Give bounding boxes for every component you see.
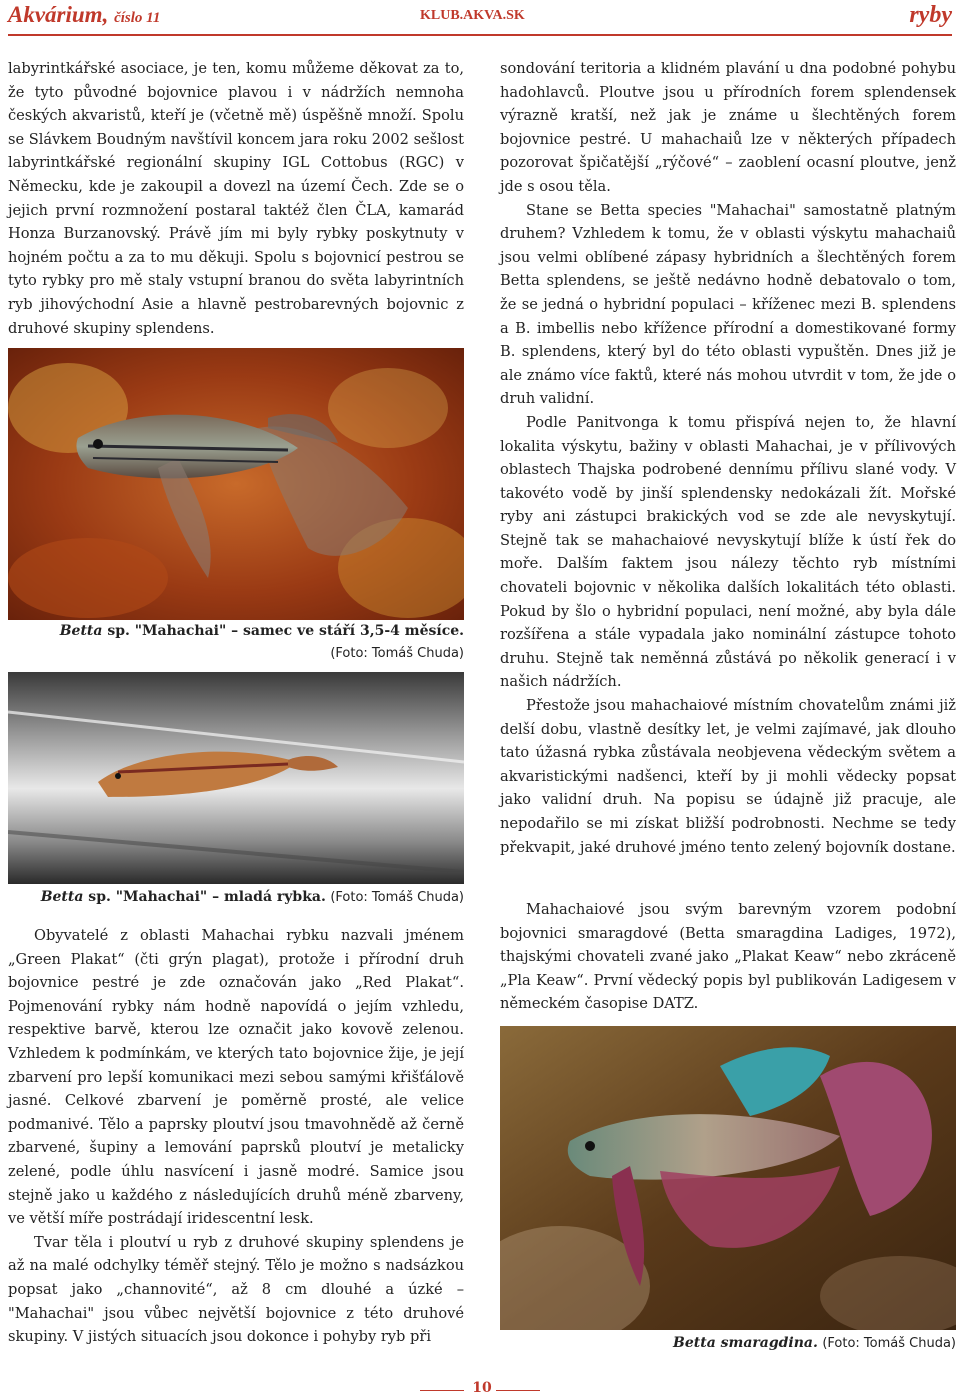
paragraph: Mahachaiové jsou svým barevným vzorem podobní bojovnici smaragdové (Betta smaragdina Ladiges, 1972), thajskými chovateli zvané jako „Plakat Keaw“ nebo zkráceně „Pla Keaw“. První vědecký popis byl publikován Ladigesem v německém časopise DATZ. — [500, 901, 956, 1013]
left-column-bottom — [8, 924, 464, 1349]
paragraph: labyrintkářské asociace, je ten, komu můžeme děkovat za to, že tyto původné bojovnice plavou i v nádržích nemnoha českých akvaristů, kteří je (včetně mě) úspěšně množí. Spolu se Slávkem Boudným navštívil koncem jara roku 2002 sešlost labyrintkářské regionální skupiny IGL Cottobus (RGC) v Německu, kde je zakoupil a dovezl na území Čech. Zde se o jejich první rozmnožení postaral taktéž člen ČLA, kamarád Honza Burzanovský. Právě jím mi byly rybky poskytnuty v hojném počtu a za to mu děkuji. Spolu s bojovnicí pestrou se tyto rybky pro mě staly vstupní branou do světa labyrintních ryb jihovýchodní Asie a hlavně pestrobarevných bojovnic z druhové skupiny splendens. — [8, 60, 464, 337]
paragraph: sondování teritoria a klidném plavání u dna podobné pohybu hadohlavců. Ploutve jsou u přírodních forem splendensek výrazně kratší, než jak je známe u šlechtěných forem bojovnice pestré. U mahachaiů lze v některých případech pozorovat špičatější „rýčové“ – zaoblení ocasní ploutve, jenž jde s osou těla. — [500, 60, 956, 195]
caption-photo-1 — [8, 620, 464, 665]
caption-species: Betta — [40, 889, 84, 905]
paragraph: Obyvatelé z oblasti Mahachai rybku nazvali jménem „Green Plakat“ (čti grýn plagat), protože i přírodní druh bojovnice pestré je zde označován jako „Red Plakat“. Pojmenování rybky nám hodně napovídá o jejím vzhledu, respektive barvě, kterou lze označit jako kovově zelenou. Vzhledem k podmínkám, ve kterých tato bojovnice žije, je její zbarvení pro lepší komunikaci mezi sebou samými křišťálově jasné. Celkové zbarvení je poměrně prosté, ale velice podmanivé. Tělo a paprsky ploutví jsou tmavohnědě až černě zbarvené, šupiny a lemování paprsků ploutví je metalicky zelené, podle úhlu nasvícení i jasně modré. Samice jsou stejně jako u každého z následujících druhů méně zbarveny, ve větší míře postrádají iridescentní lesk. — [8, 927, 464, 1228]
paragraph: Podle Panitvonga k tomu přispívá nejen to, že hlavní lokalita výskytu, bažiny v oblasti Mahachai, je v přílivových oblastech Thajska podrobené dennímu přílivu slané vody. V takovéto vodě by jinší splendensky nedokázali žít. Mořské ryby ani zástupci brakických vod se zde ale nevyskytují. Stejně tak se mahachaiové nevyskytují blíže k ústí řek do moře. Dalším faktem jsou nálezy těchto ryb místními chovateli bojovnic v několika dalších lokalitách této oblasti. Pokud by šlo o hybridní populaci, není možné, aby byla dále rozšířena a stále vypadala jako nominální zástupce tohoto druhu. Stejně tak neměnná zůstává po několik generací i v našich nádržích. — [500, 413, 956, 691]
paragraph: Tvar těla i ploutví u ryb z druhové skupiny splendens je až na malé odchylky téměř stejný. Tělo je možno s nadsázkou popsat jako „channovité“, až 8 cm dlouhé a úzké – "Mahachai" jsou vůbec největší bojovnice z této druhové skupiny. V jistých situacích jsou dokonce i pohyby ryb při — [8, 1233, 464, 1346]
caption-text: sp. "Mahachai" – samec ve stáří 3,5-4 měsíce. — [102, 623, 464, 639]
magazine-title: Akvárium, číslo 11 — [8, 2, 161, 27]
page-number: 10 — [472, 1380, 492, 1396]
header-rule — [8, 34, 952, 36]
section-title: ryby — [909, 2, 952, 28]
paragraph: Stane se Betta species "Mahachai" samostatně platným druhem? Vzhledem k tomu, že v oblasti výskytu mahachaiů jsou velmi oblíbené zápasy hybridních a šlechtěných forem Betta splendens, se ještě nedávno hodně debatovalo o tom, že se jedná o hybridní populaci – kříženec mezi B. splendens a B. imbellis nebo křížence přírodní a domestikované formy B. splendens, který byl do této oblasti vypuštěn. Dnes již je ale známo více faktů, které nás mohou utvrdit v tom, že jde o druh validní. — [500, 201, 956, 408]
right-column-bottom — [500, 898, 956, 1016]
page-footer — [0, 1380, 960, 1400]
paragraph: Přestože jsou mahachaiové místním chovatelům známi již delší dobu, vlastně desítky let, je velmi zajímavé, jak dlouho tato úžasná rybka zůstávala neobjevena vědeckým světem a akvaristickými nadšenci, kteří by ji mohli vědecky popsat jako validní druh. Na popisu se údajně již pracuje, ale nepodařilo se mi získat bližší podrobnosti. Nechme se tedy překvapit, jaké druhové jméno tento zelený bojovník dostane. — [500, 697, 956, 856]
photo-betta-smaragdina — [500, 1026, 956, 1330]
photo-betta-mahachai-young — [8, 672, 464, 884]
left-column-top — [8, 57, 464, 340]
caption-species: Betta — [59, 623, 103, 639]
caption-text: sp. "Mahachai" – mladá rybka. — [83, 889, 326, 905]
caption-photo-3 — [500, 1332, 956, 1355]
photo-credit: (Foto: Tomáš Chuda) — [822, 1336, 956, 1351]
photo-betta-mahachai-male — [8, 348, 464, 620]
photo-credit: (Foto: Tomáš Chuda) — [330, 646, 464, 661]
footer-rule-right — [496, 1390, 540, 1391]
photo-credit: (Foto: Tomáš Chuda) — [330, 890, 464, 905]
footer-rule-left — [420, 1390, 464, 1391]
caption-photo-2 — [8, 886, 464, 909]
site-name: KLUB.AKVA.SK — [420, 8, 525, 23]
page-header — [8, 0, 952, 34]
caption-species: Betta smaragdina. — [673, 1335, 818, 1351]
right-column-top — [500, 57, 956, 859]
